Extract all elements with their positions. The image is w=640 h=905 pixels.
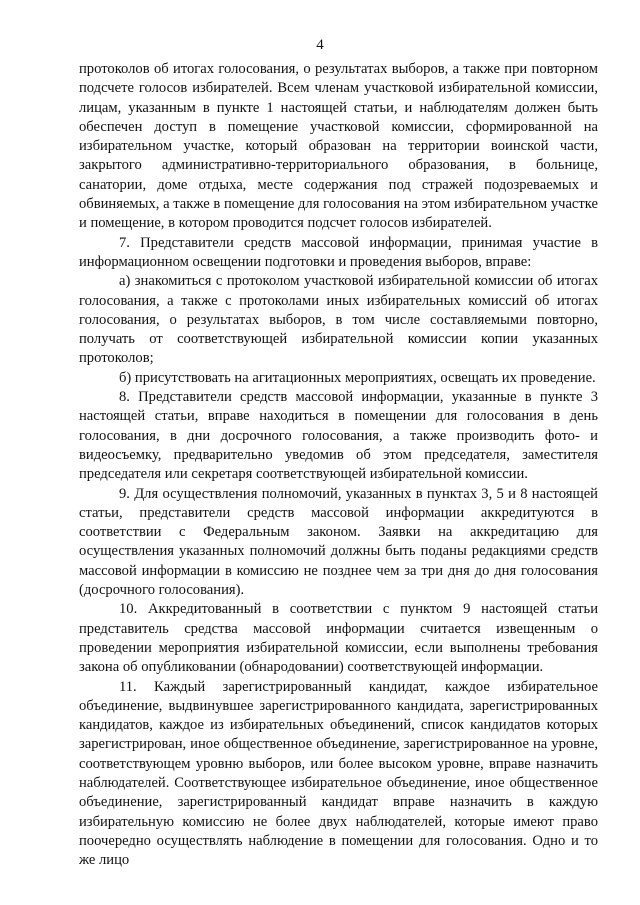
paragraph-item-9: 9. Для осуществления полномочий, указанных в пунктах 3, 5 и 8 настоящей статьи, представители средств массовой информации аккредитуются в соответствии с Федеральным законом. Заявки на аккредитацию для осуществления указанных полномочий должны быть поданы редакциями средств массовой информации в комиссию не позднее чем за три дня до дня голосования (досрочного голосования). <box>79 485 598 599</box>
paragraph-item-10: 10. Аккредитованный в соответствии с пунктом 9 настоящей статьи представитель средства массовой информации считается извещенным о проведении мероприятия избирательной комиссии, если выполнены требования закона об опубликовании (обнародовании) соответствующей информации. <box>79 601 598 676</box>
paragraph-item-8: 8. Представители средств массовой информации, указанные в пункте 3 настоящей статьи, вправе находиться в помещении для голосования в день голосования, в дни досрочного голосования, а также производить фото- и видеосъемку, предварительно уведомив об этом председателя, заместителя председателя или секретаря соответствующей избирательной комиссии. <box>79 389 598 483</box>
document-body <box>79 60 598 870</box>
paragraph-subitem-b: б) присутствовать на агитационных мероприятиях, освещать их проведение. <box>119 369 596 386</box>
paragraph-item-11: 11. Каждый зарегистрированный кандидат, каждое избирательное объединение, выдвинувшее зарегистрированного кандидата, зарегистрированных кандидатов, каждое из избирательных объединений, список кандидатов которых зарегистрирован, иное общественное объединение, зарегистрированное на уровне, соответствующем уровню выборов, или более высоком уровне, вправе назначить наблюдателей. Соответствующее избирательное объединение, иное общественное объединение, зарегистрированный кандидат вправе назначить в каждую избирательную комиссию не более двух наблюдателей, которые имеют право поочередно осуществлять наблюдение в помещении для голосования. Одно и то же лицо <box>79 678 598 869</box>
paragraph-continuation: протоколов об итогах голосования, о результатах выборов, а также при повторном подсчете голосов избирателей. Всем членам участковой избирательной комиссии, лицам, указанным в пункте 1 настоящей статьи, и наблюдателям должен быть обеспечен доступ в помещение участковой комиссии, сформированной на избирательном участке, который образован на территории воинской части, закрытого административно-территориального образования, в больнице, санатории, доме отдыха, месте содержания под стражей подозреваемых и обвиняемых, а также в помещение для голосования на этом избирательном участке и помещение, в котором проводится подсчет голосов избирателей. <box>79 61 598 232</box>
paragraph-subitem-a: а) знакомиться с протоколом участковой избирательной комиссии об итогах голосования, а также с протоколами иных избирательных комиссий об итогах голосования, о результатах выборов, в том числе составляемыми повторно, получать от соответствующей избирательной комиссии копии указанных протоколов; <box>79 273 598 367</box>
page-number: 4 <box>316 37 324 53</box>
paragraph-item-7: 7. Представители средств массовой информации, принимая участие в информационном освещении подготовки и проведения выборов, вправе: <box>79 234 598 270</box>
